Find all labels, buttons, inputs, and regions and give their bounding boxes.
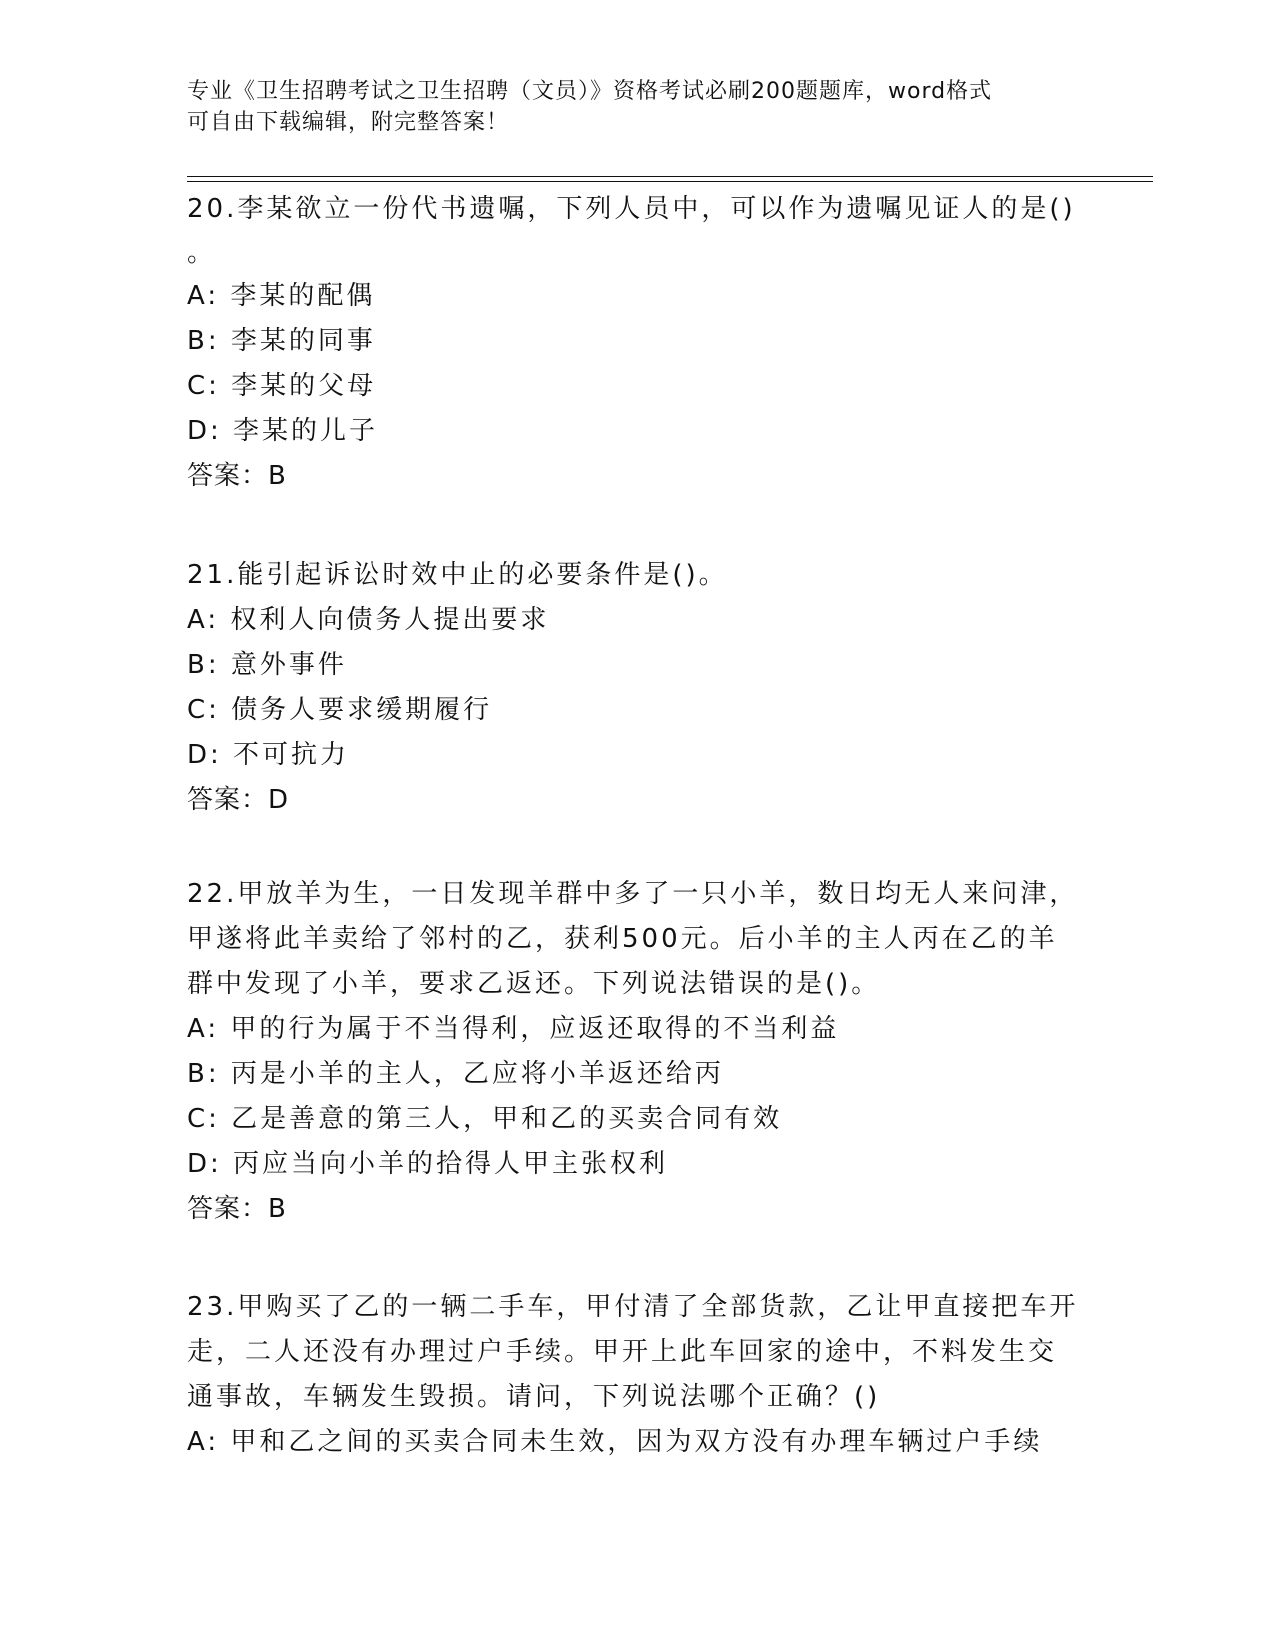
header-line-1: 专业《卫生招聘考试之卫生招聘（文员）》资格考试必刷200题题库，word格式 <box>187 79 993 104</box>
question-21-option-b: B: 意外事件 <box>187 650 347 680</box>
question-21 <box>187 553 1087 823</box>
question-20-text-line-2: 。 <box>187 238 217 268</box>
question-21-option-a: A: 权利人向债务人提出要求 <box>187 605 550 635</box>
question-20-text-line-1: 20.李某欲立一份代书遗嘱，下列人员中，可以作为遗嘱见证人的是() <box>187 194 1076 224</box>
header-line-2: 可自由下载编辑，附完整答案！ <box>187 110 510 135</box>
header-divider-bottom <box>187 181 1153 182</box>
question-20-option-c: C: 李某的父母 <box>187 371 377 401</box>
question-21-answer: 答案：D <box>187 785 290 815</box>
question-20-option-d: D: 李某的儿子 <box>187 416 379 446</box>
question-21-option-d: D: 不可抗力 <box>187 740 350 770</box>
question-22-text-line-2: 甲遂将此羊卖给了邻村的乙，获利500元。后小羊的主人丙在乙的羊 <box>187 924 1058 954</box>
question-20 <box>187 187 1087 499</box>
question-22-option-d: D: 丙应当向小羊的拾得人甲主张权利 <box>187 1149 669 1179</box>
question-20-option-a: A: 李某的配偶 <box>187 281 376 311</box>
question-22-option-a: A: 甲的行为属于不当得利，应返还取得的不当利益 <box>187 1014 840 1044</box>
document-header <box>187 76 1067 138</box>
question-22-answer: 答案：B <box>187 1194 287 1224</box>
question-22-text-line-1: 22.甲放羊为生，一日发现羊群中多了一只小羊，数日均无人来问津， <box>187 879 1079 909</box>
question-22-text-line-3: 群中发现了小羊，要求乙返还。下列说法错误的是()。 <box>187 969 881 999</box>
question-20-answer: 答案：B <box>187 461 287 491</box>
question-21-option-c: C: 债务人要求缓期履行 <box>187 695 493 725</box>
question-20-option-b: B: 李某的同事 <box>187 326 376 356</box>
question-21-text-line-1: 21.能引起诉讼时效中止的必要条件是()。 <box>187 560 728 590</box>
question-22 <box>187 872 1087 1232</box>
question-23-text-line-1: 23.甲购买了乙的一辆二手车，甲付清了全部货款，乙让甲直接把车开 <box>187 1292 1079 1322</box>
question-23 <box>187 1285 1087 1465</box>
question-22-option-b: B: 丙是小羊的主人，乙应将小羊返还给丙 <box>187 1059 724 1089</box>
question-23-option-a: A: 甲和乙之间的买卖合同未生效，因为双方没有办理车辆过户手续 <box>187 1427 1043 1457</box>
question-23-text-line-2: 走，二人还没有办理过户手续。甲开上此车回家的途中，不料发生交 <box>187 1337 1058 1367</box>
question-23-text-line-3: 通事故，车辆发生毁损。请问，下列说法哪个正确？() <box>187 1382 881 1412</box>
question-22-option-c: C: 乙是善意的第三人，甲和乙的买卖合同有效 <box>187 1104 783 1134</box>
header-divider-top <box>187 176 1153 177</box>
